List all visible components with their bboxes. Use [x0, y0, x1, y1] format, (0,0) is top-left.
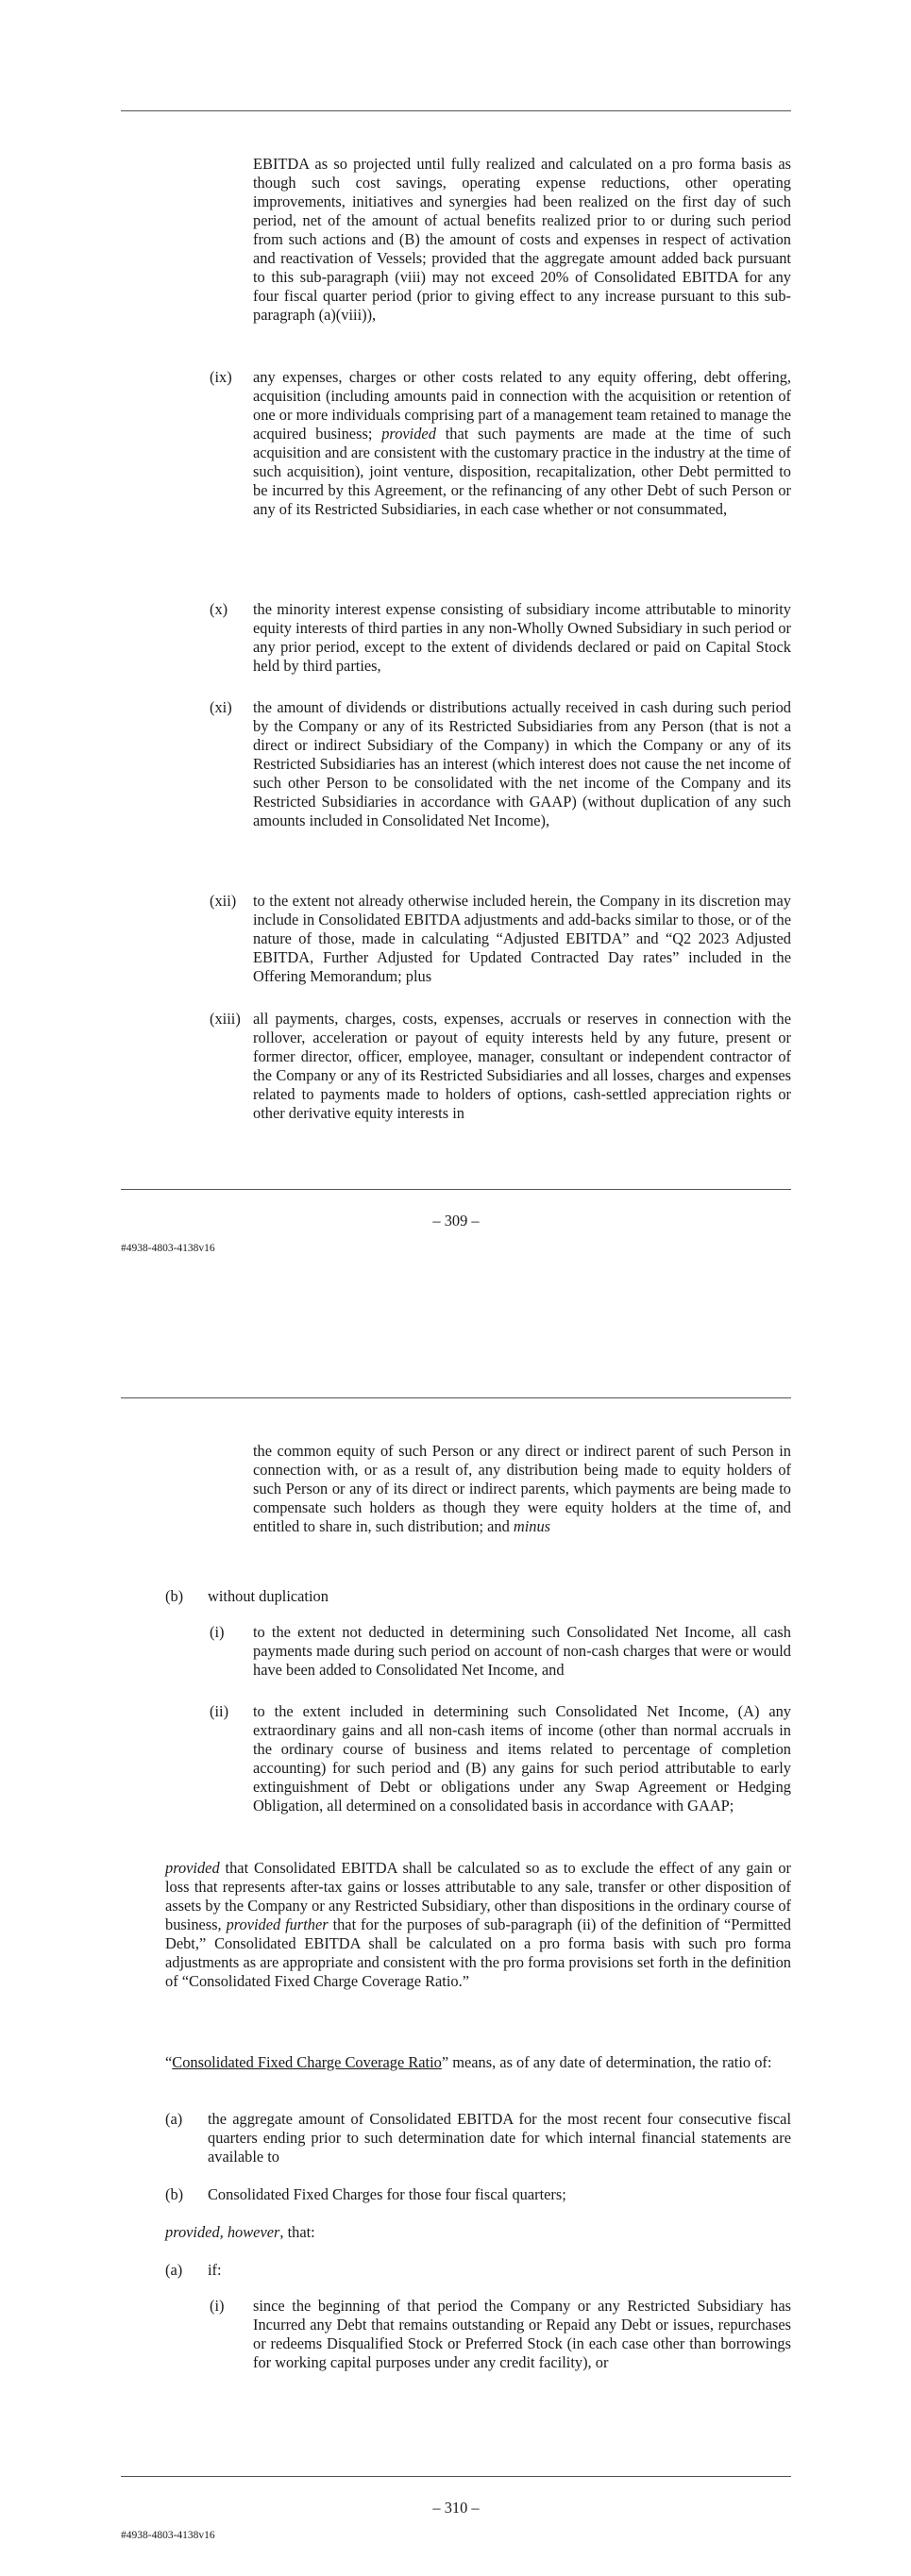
if-clause-number: (a)	[165, 2261, 183, 2279]
proviso-text-b: that for the purposes of sub-paragraph (ii) of the definition of “Permitted Debt,” Consolidated EBITDA shall be calculated on a pro forma basis with such pro forma adjustments as are appropriate and consistent with the pro forma provisions set forth in the definition of “Consolidated Fixed Charge Coverage Ratio.”	[165, 1915, 791, 1990]
provided-however-italic: provided, however	[165, 2223, 280, 2241]
page2-document-id: #4938-4803-4138v16	[121, 2530, 215, 2541]
item-xiii-number: (xiii)	[210, 1010, 241, 1028]
item-x-text: the minority interest expense consisting of subsidiary income attributable to minority equity interests of third parties in any non-Wholly Owned Subsidiary in such period or any prior period, except to the extent of dividends declared or paid on Capital Stock held by third parties,	[253, 600, 791, 675]
provided-however-line	[165, 2223, 791, 2242]
item-ix-provided: provided	[381, 425, 436, 443]
ratio-a-text: the aggregate amount of Consolidated EBITDA for the most recent four consecutive fiscal quarters ending prior to such determination date for which internal financial statements are available to	[208, 2110, 791, 2166]
page1-continuation-paragraph: EBITDA as so projected until fully realized and calculated on a pro forma basis as though such cost savings, operating expense reductions, other operating improvements, initiatives and synergies had been realized on the first day of such period, net of the amount of actual benefits realized prior to or during such period from such actions and (B) the amount of costs and expenses in respect of activation and reactivation of Vessels; provided that the aggregate amount added back pursuant to this sub-paragraph (viii) may not exceed 20% of Consolidated EBITDA for any four fiscal quarter period (prior to giving effect to any increase pursuant to this sub-paragraph (a)(viii)),	[253, 155, 791, 324]
provided-however-rest: , that:	[279, 2223, 315, 2241]
item-xiii-text: all payments, charges, costs, expenses, accruals or reserves in connection with the rollover, acceleration or payout of equity interests held by any future, present or former director, officer, employee, manager, consultant or independent contractor of the Company or any of its Restricted Subsidiaries and all losses, charges and expenses related to payments made to holders of options, cash-settled appreciation rights or other derivative equity interests in	[253, 1010, 791, 1122]
if-item-i-text: since the beginning of that period the Company or any Restricted Subsidiary has Incurred any Debt that remains outstanding or Repaid any Debt or issues, repurchases or redeems Disqualified Stock or Preferred Stock (in each case other than borrowings for working capital purposes under any credit facility), or	[253, 2297, 791, 2371]
if-clause-text: if:	[208, 2261, 222, 2279]
page2-top-rule	[121, 1397, 791, 1398]
clause-b-i-number: (i)	[210, 1623, 225, 1641]
item-ix-number: (ix)	[210, 368, 232, 386]
if-item-i-number: (i)	[210, 2297, 225, 2315]
page2-continuation-paragraph	[253, 1442, 791, 1536]
page2-bottom-rule	[121, 2476, 791, 2477]
item-ix-text-a: any expenses, charges or other costs related to any equity offering, debt offering, acquisition (including amounts paid in connection with the acquisition or retention of one or more individuals comprising part of a management team retained to manage the acquired business;	[253, 368, 791, 443]
page1-bottom-rule	[121, 1189, 791, 1190]
ratio-a-number: (a)	[165, 2110, 183, 2128]
definition-open-quote: “	[165, 2053, 173, 2071]
item-ix-text	[253, 368, 791, 519]
page1-top-rule	[121, 110, 791, 111]
definition-term: Consolidated Fixed Charge Coverage Ratio	[172, 2053, 442, 2071]
proviso-text-a: that Consolidated EBITDA shall be calculated so as to exclude the effect of any gain or loss that represents after-tax gains or losses attributable to any sale, transfer or other disposition of assets by the Company or any Restricted Subsidiary, other than dispositions in the ordinary course of business,	[165, 1859, 791, 1933]
page-number-310: – 310 –	[432, 2499, 480, 2517]
definition-rest: ” means, as of any date of determination, the ratio of:	[441, 2053, 772, 2071]
page-number-309: – 309 –	[432, 1212, 480, 1229]
clause-b-text: without duplication	[208, 1587, 329, 1605]
item-xi-text: the amount of dividends or distributions actually received in cash during such period by the Company or any of its Restricted Subsidiaries from any Person (that is not a direct or indirect Subsidiary of the Company) in which the Company or any of its Restricted Subsidiaries has an interest (which interest does not cause the net income of such other Person to be consolidated with the net income of the Company and its Restricted Subsidiaries in accordance with GAAP) (without duplication of any such amounts included in Consolidated Net Income),	[253, 698, 791, 829]
clause-b-ii-number: (ii)	[210, 1702, 229, 1720]
item-xi-number: (xi)	[210, 698, 232, 716]
page1-document-id: #4938-4803-4138v16	[121, 1243, 215, 1254]
proviso-provided-further: provided further	[226, 1915, 329, 1933]
item-ix-text-b: that such payments are made at the time of such acquisition and are consistent with the customary practice in the industry at the time of such acquisition), joint venture, disposition, recapitalization, other Debt permitted to be incurred by this Agreement, or the refinancing of any other Debt of such Person or any of its Restricted Subsidiaries, in each case whether or not consummated,	[253, 425, 791, 518]
item-xii-text: to the extent not already otherwise included herein, the Company in its discretion may include in Consolidated EBITDA adjustments and add-backs similar to those, or of the nature of those, made in calculating “Adjusted EBITDA” and “Q2 2023 Adjusted EBITDA, Further Adjusted for Updated Contracted Day rates” included in the Offering Memorandum; plus	[253, 892, 791, 985]
definition-paragraph	[165, 2053, 791, 2072]
ratio-b-text: Consolidated Fixed Charges for those four fiscal quarters;	[208, 2185, 566, 2203]
clause-b-ii-text: to the extent included in determining such Consolidated Net Income, (A) any extraordinary gains and all non-cash items of income (other than normal accruals in the ordinary course of business and items related to percentage of completion accounting) for such period and (B) any gains for such period attributable to early extinguishment of Debt or obligations under any Swap Agreement or Hedging Obligation, all determined on a consolidated basis in accordance with GAAP;	[253, 1702, 791, 1815]
clause-b-i-text: to the extent not deducted in determining such Consolidated Net Income, all cash payments made during such period on account of non-cash charges that were or would have been added to Consolidated Net Income, and	[253, 1623, 791, 1679]
item-x-number: (x)	[210, 600, 228, 618]
ratio-b-number: (b)	[165, 2185, 184, 2203]
page2-continuation-text: the common equity of such Person or any direct or indirect parent of such Person in connection with, or as a result of, any distribution being made to equity holders of such Person or any of its direct or indirect parents, which payments are being made to compensate such holders as though they were equity holders at the time of, and entitled to share in, such distribution; and	[253, 1442, 791, 1535]
proviso-paragraph	[165, 1859, 791, 1991]
proviso-provided: provided	[165, 1859, 220, 1877]
clause-b-number: (b)	[165, 1587, 184, 1605]
page2-minus: minus	[513, 1517, 551, 1535]
item-xii-number: (xii)	[210, 892, 237, 910]
